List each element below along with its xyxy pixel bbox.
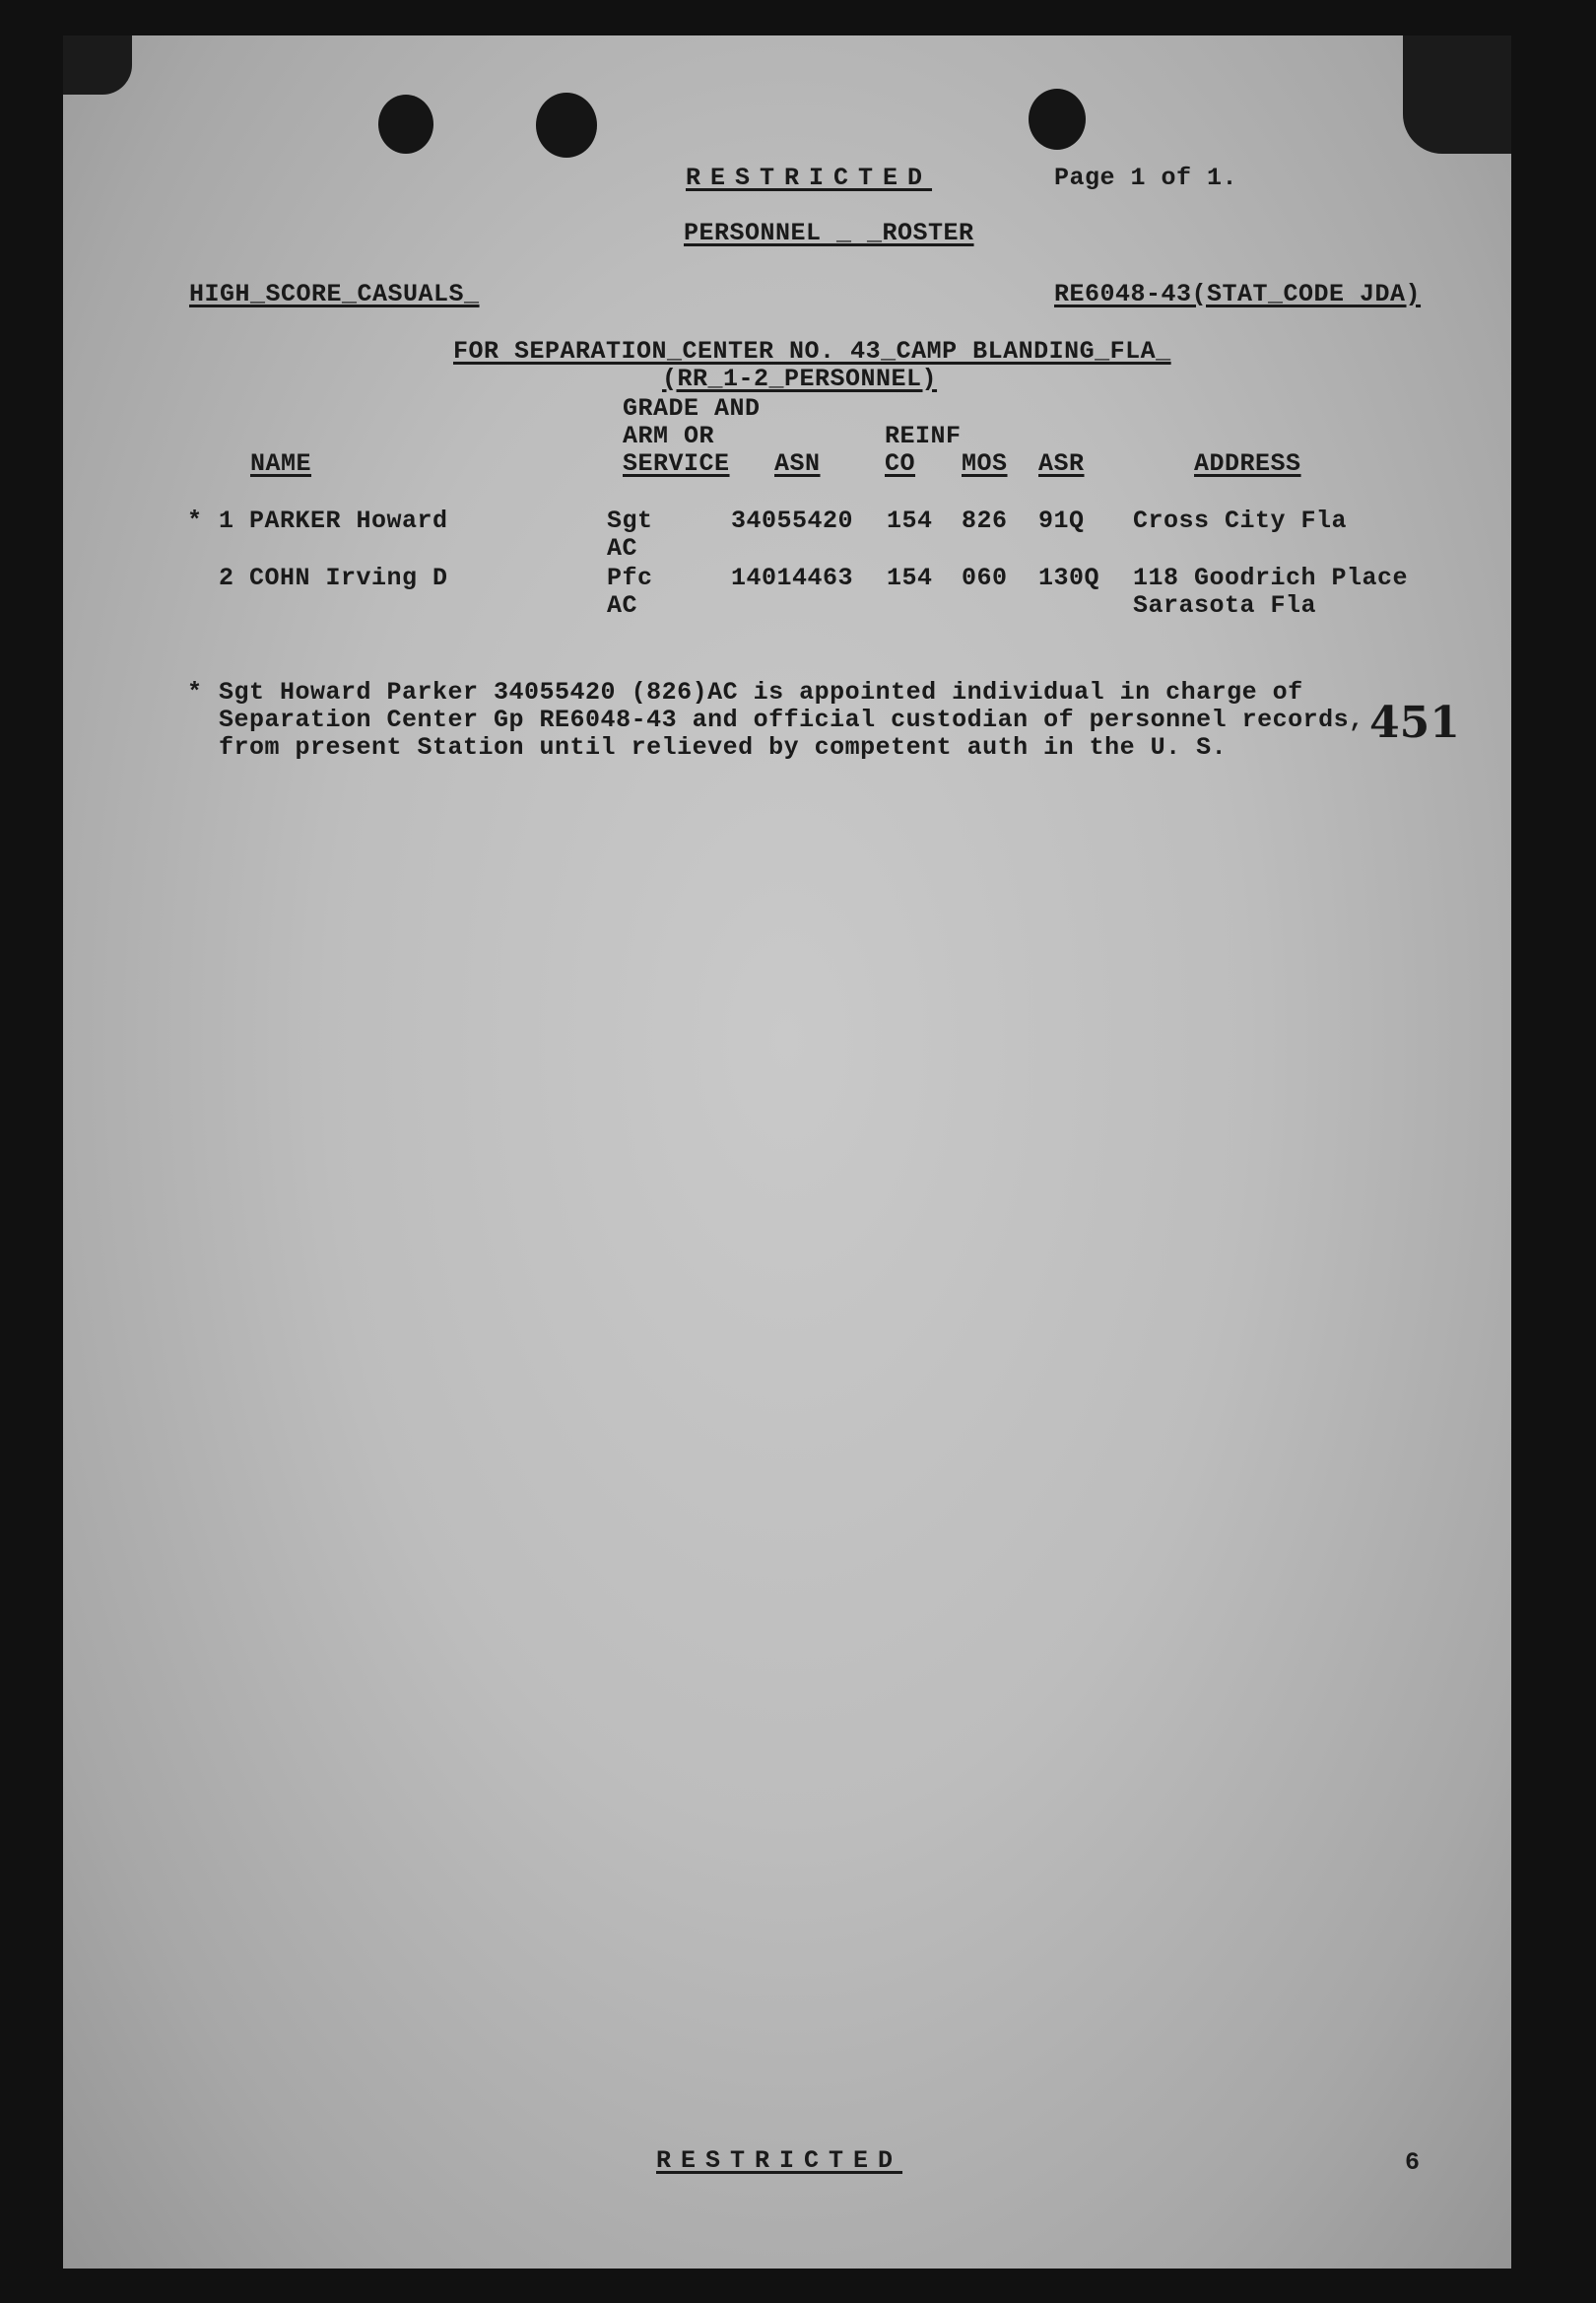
punch-hole bbox=[536, 93, 597, 158]
row-co: 154 bbox=[887, 507, 933, 535]
group-code: RE6048-43(STAT_CODE JDA) bbox=[1054, 280, 1422, 308]
page-label: Page 1 of 1. bbox=[1054, 164, 1238, 192]
note-line-2: Separation Center Gp RE6048-43 and official custodian of personnel records, bbox=[219, 706, 1364, 734]
classification-top: RESTRICTED bbox=[686, 164, 933, 192]
stamped-number: 451 bbox=[1369, 698, 1460, 748]
mos-header: MOS bbox=[962, 449, 1008, 478]
row-service: AC bbox=[607, 534, 638, 563]
row-mark: * bbox=[187, 507, 203, 535]
row-grade: Sgt bbox=[607, 507, 653, 535]
punch-hole bbox=[378, 95, 433, 154]
row-mos: 826 bbox=[962, 507, 1008, 535]
grade-header-2: ARM OR bbox=[623, 422, 715, 450]
asr-header: ASR bbox=[1038, 449, 1085, 478]
row-co: 154 bbox=[887, 564, 933, 592]
row-service: AC bbox=[607, 591, 638, 620]
torn-corner bbox=[1403, 35, 1511, 154]
note-line-3: from present Station until relieved by competent auth in the U. S. bbox=[219, 733, 1228, 762]
note-line-1: Sgt Howard Parker 34055420 (826)AC is appointed individual in charge of bbox=[219, 678, 1303, 707]
row-asn: 34055420 bbox=[731, 507, 854, 535]
destination-line: FOR SEPARATION_CENTER NO. 43_CAMP BLANDING_FLA_ bbox=[453, 337, 1171, 366]
torn-corner bbox=[63, 35, 132, 95]
document-title: PERSONNEL _ _ROSTER bbox=[684, 219, 974, 247]
grade-header-3: SERVICE bbox=[623, 449, 730, 478]
row-name: 2 COHN Irving D bbox=[219, 564, 448, 592]
address-header: ADDRESS bbox=[1194, 449, 1301, 478]
grade-header-1: GRADE AND bbox=[623, 394, 761, 423]
row-asn: 14014463 bbox=[731, 564, 854, 592]
sheet-number: 6 bbox=[1405, 2148, 1421, 2177]
row-address-2: Sarasota Fla bbox=[1133, 591, 1317, 620]
name-header: NAME bbox=[250, 449, 312, 478]
row-mos: 060 bbox=[962, 564, 1008, 592]
row-asr: 91Q bbox=[1038, 507, 1085, 535]
reinf-header-1: REINF bbox=[885, 422, 962, 450]
note-mark: * bbox=[187, 678, 203, 707]
row-address-1: 118 Goodrich Place bbox=[1133, 564, 1409, 592]
document-page bbox=[63, 35, 1511, 2269]
group-name: HIGH_SCORE_CASUALS_ bbox=[189, 280, 480, 308]
reinf-header-2: CO bbox=[885, 449, 916, 478]
row-address-1: Cross City Fla bbox=[1133, 507, 1348, 535]
row-grade: Pfc bbox=[607, 564, 653, 592]
asn-header: ASN bbox=[774, 449, 821, 478]
punch-hole bbox=[1029, 89, 1086, 150]
row-asr: 130Q bbox=[1038, 564, 1100, 592]
row-name: 1 PARKER Howard bbox=[219, 507, 448, 535]
classification-bottom: RESTRICTED bbox=[656, 2146, 903, 2175]
personnel-type: (RR_1-2_PERSONNEL) bbox=[662, 365, 938, 393]
